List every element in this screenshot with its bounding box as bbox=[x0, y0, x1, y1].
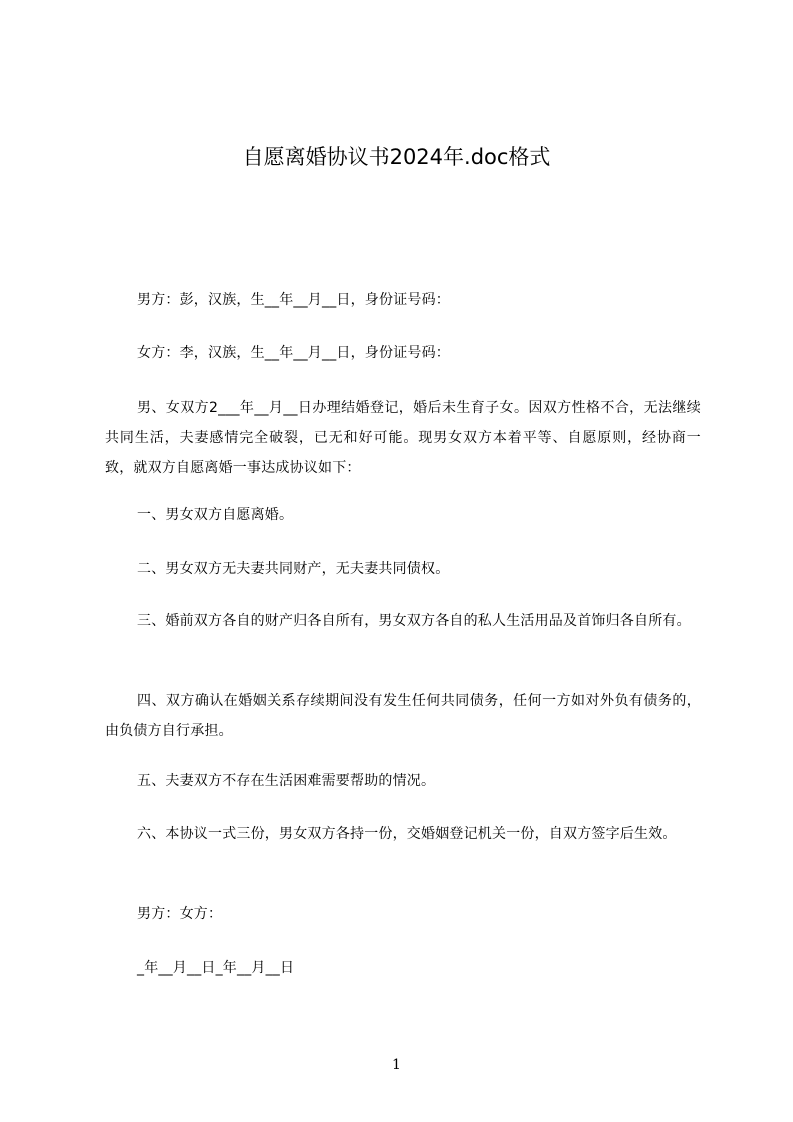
page-title: 自愿离婚协议书2024年.doc格式 bbox=[242, 145, 551, 169]
paragraph-preamble: 男、女双方2___年__月__日办理结婚登记，婚后未生育子女。因双方性格不合，无法继续共同生活，夫妻感情完全破裂，已无和好可能。现男女双方本着平等、自愿原则，经协商一致，就双方自愿离婚一事达成协议如下： bbox=[105, 400, 701, 476]
paragraph-clause-4: 四、双方确认在婚姻关系存续期间没有发生任何共同债务，任何一方如对外负有债务的，由负债方自行承担。 bbox=[105, 693, 701, 739]
paragraph-clause-3: 三、婚前双方各自的财产归各自所有，男女双方各自的私人生活用品及首饰归各自所有。 bbox=[137, 613, 691, 629]
paragraph-wife-info: 女方：李，汉族，生__年__月__日，身份证号码： bbox=[137, 345, 450, 361]
paragraph-clause-1: 一、男女双方自愿离婚。 bbox=[137, 507, 294, 523]
paragraph-husband-info: 男方：彭，汉族，生__年__月__日，身份证号码： bbox=[137, 292, 450, 308]
page-number: 1 bbox=[392, 1057, 401, 1073]
paragraph-clause-6: 六、本协议一式三份，男女双方各持一份，交婚姻登记机关一份，自双方签字后生效。 bbox=[137, 826, 677, 842]
signature-line: 男方：女方： bbox=[137, 906, 223, 922]
paragraph-clause-2: 二、男女双方无夫妻共同财产，无夫妻共同债权。 bbox=[137, 561, 450, 577]
paragraph-clause-5: 五、夫妻双方不存在生活困难需要帮助的情况。 bbox=[137, 773, 436, 789]
signature-date-line: _年__月__日_年__月__日 bbox=[137, 960, 295, 976]
